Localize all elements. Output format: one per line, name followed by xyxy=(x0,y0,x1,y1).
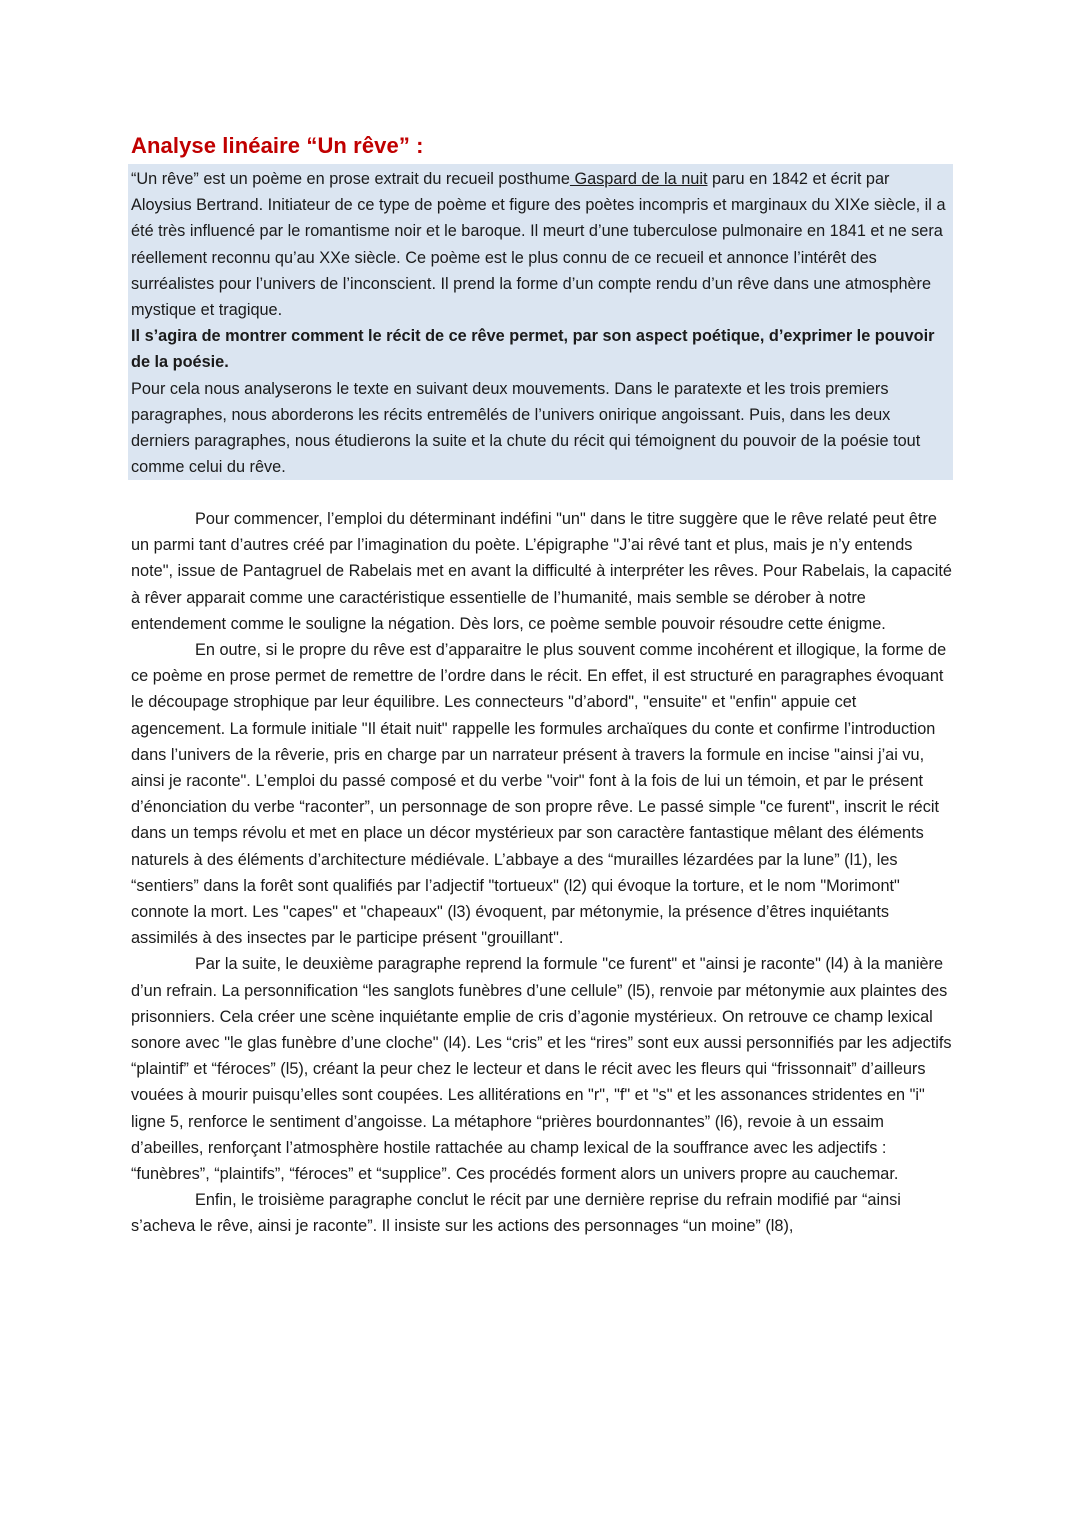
paragraph-4: Enfin, le troisième paragraphe conclut le récit par une dernière reprise du refrain modifié par “ainsi s’acheva le rêve, ainsi je raconte”. Il insiste sur les actions des personnages “un moine” (l8), xyxy=(131,1191,901,1236)
thesis-statement: Il s’agira de montrer comment le récit de ce rêve permet, par son aspect poétique, d’exprimer le pouvoir de la poésie. xyxy=(131,327,935,372)
analysis-plan: Pour cela nous analyserons le texte en suivant deux mouvements. Dans le paratexte et les trois premiers paragraphes, nous aborderons les récits entremêlés de l’univers onirique angoissant. Puis, dans les deux derniers paragraphes, nous étudierons la suite et la chute du récit qui témoignent du pouvoir de la poésie tout comme celui du rêve. xyxy=(131,379,921,477)
paragraph-3: Par la suite, le deuxième paragraphe reprend la formule "ce furent" et "ainsi je raconte" (l4) à la manière d’un refrain. La personnification “les sanglots funèbres d’une cellule” (l5), renvoie par métonymie aux plaintes des prisonniers. Cela créer une scène inquiétante emplie de cris d’agonie mystérieux. On retrouve ce champ lexical sonore avec "le glas funèbre d’une cloche" (l4). Les “cris” et les “rires” sont eux aussi personnifiés par les adjectifs “plaintif” et “féroces” (l5), créant la peur chez le lecteur et dans le récit avec les fleurs qui “frissonnait” d’ailleurs vouées à mourir puisqu’elles sont coupées. Les allitérations en "r", "f" et "s" et les assonances stridentes en "i" ligne 5, renforce le sentiment d’angoisse. La métaphore “prières bourdonnantes” (l6), revoie à un essaim d’abeilles, renforçant l’atmosphère hostile rattachée au champ lexical de la souffrance avec les adjectifs : “funèbres”, “plaintifs”, “féroces” et “supplice”. Ces procédés forment alors un univers propre au cauchemar. xyxy=(131,955,952,1184)
paragraph-2: En outre, si le propre du rêve est d’apparaitre le plus souvent comme incohérent et illogique, la forme de ce poème en prose permet de remettre de l’ordre dans le récit. En effet, il est structuré en paragraphes évoquant le découpage strophique par leur équilibre. Les connecteurs "d’abord", "ensuite" et "enfin" appuie cet agencement. La formule initiale "Il était nuit" rappelle les formules archaïques du conte et confirme l’introduction dans l’univers de la rêverie, pris en charge par un narrateur présent à travers la formule en incise "ainsi j’ai vu, ainsi je raconte". L’emploi du passé composé et du verbe "voir" font à la fois de lui un témoin, et par le présent d’énonciation du verbe “raconter”, un personnage de son propre rêve. Le passé simple "ce furent", inscrit le récit dans un temps révolu et met en place un décor mystérieux par son caractère fantastique mêlant des éléments naturels à des éléments d’architecture médiévale. L’abbaye a des “murailles lézardées par la lune” (l1), les “sentiers” dans la forêt sont qualifiés par l’adjectif "tortueux" (l2) qui évoque la torture, et le nom "Morimont" connote la mort. Les "capes" et "chapeaux" (l3) évoquent, par métonymie, la présence d’êtres inquiétants assimilés à des insectes par le participe présent "grouillant". xyxy=(131,641,947,948)
intro-context xyxy=(131,166,951,323)
book-title: Gaspard de la nuit xyxy=(569,170,708,188)
analysis-body xyxy=(131,506,953,1240)
introduction xyxy=(131,166,951,480)
intro-context-start: “Un rêve” est un poème en prose extrait du recueil posthume xyxy=(131,170,570,188)
paragraph-1: Pour commencer, l’emploi du déterminant indéfini "un" dans le titre suggère que le rêve relaté peut être un parmi tant d’autres créé par l’imagination du poète. L’épigraphe "J’ai rêvé tant et plus, mais je n’y entends note", issue de Pantagruel de Rabelais met en avant la difficulté à interpréter les rêves. Pour Rabelais, la capacité à rêver apparait comme une caractéristique essentielle de l’humanité, mais semble se dérober à notre entendement comme le souligne la négation. Dès lors, ce poème semble pouvoir résoudre cette énigme. xyxy=(131,510,952,633)
intro-context-end: paru en 1842 et écrit par Aloysius Bertrand. Initiateur de ce type de poème et figure des poètes incompris et marginaux du XIXe siècle, il a été très influencé par le romantisme noir et le baroque. Il meurt d’une tuberculose pulmonaire en 1841 et ne sera réellement reconnu qu’au XXe siècle. Ce poème est le plus connu de ce recueil et annonce l’intérêt des surréalistes pour l’univers de l’inconscient. Il prend la forme d’un compte rendu d’un rêve dans une atmosphère mystique et tragique. xyxy=(131,170,946,320)
document-title: Analyse linéaire “Un rêve” : xyxy=(131,133,424,158)
